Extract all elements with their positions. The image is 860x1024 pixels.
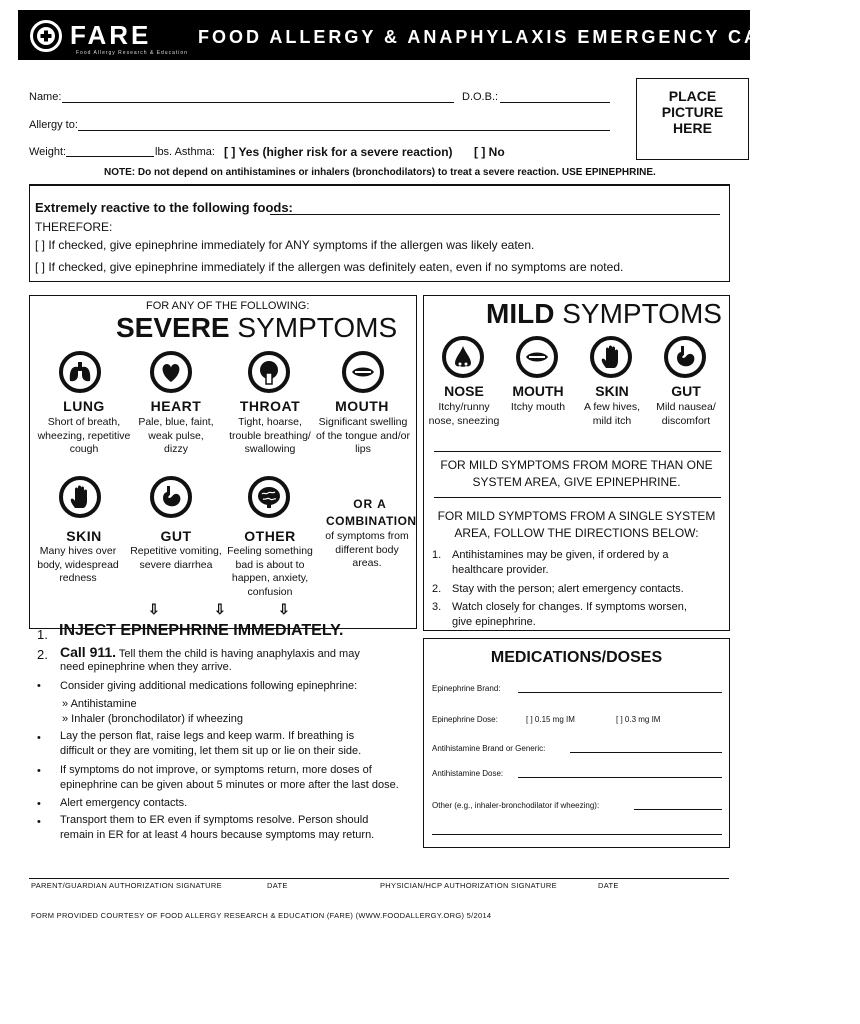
combination-desc: of symptoms from different body areas.	[325, 530, 409, 569]
more-doses-1: If symptoms do not improve, or symptoms return, more doses of	[60, 764, 372, 776]
mild-step3-number: 3.	[432, 601, 442, 613]
more-than-one-area	[424, 457, 729, 491]
step2-number: 2.	[37, 647, 48, 662]
skin-desc: A few hives, mild itch	[583, 401, 641, 427]
lay-flat-1: Lay the person flat, raise legs and keep warm. If breathing is	[60, 730, 355, 742]
epinephrine-note: NOTE: Do not depend on antihistamines or inhalers (bronchodilators) to treat a severe reaction. USE EPINEPHRINE.	[104, 167, 656, 178]
mild-step2-number: 2.	[432, 583, 442, 595]
gut-desc: Repetitive vomiting, severe diarrhea	[130, 545, 222, 571]
step2-line2: need epinephrine when they arrive.	[60, 661, 232, 673]
other-med-label: Other (e.g., inhaler-bronchodilator if wheezing):	[432, 801, 600, 810]
alert-contacts: Alert emergency contacts.	[60, 797, 188, 809]
physician-signature-label: PHYSICIAN/HCP AUTHORIZATION SIGNATURE	[380, 881, 557, 890]
header-bar	[18, 10, 860, 60]
for-any-label: FOR ANY OF THE FOLLOWING:	[146, 300, 310, 312]
skin-name: SKIN	[595, 383, 629, 399]
signature-line[interactable]	[29, 878, 729, 879]
step1-number: 1.	[37, 627, 48, 642]
skin-desc: Many hives over body, widespread redness	[37, 545, 119, 584]
weight-label: Weight:	[29, 146, 67, 158]
bullet: •	[37, 798, 41, 810]
mild-step1-b: healthcare provider.	[452, 564, 549, 576]
parent-signature-label: PARENT/GUARDIAN AUTHORIZATION SIGNATURE	[31, 881, 222, 890]
divider	[434, 497, 721, 498]
more-doses-2: epinephrine can be given about 5 minutes or more after the last dose.	[60, 779, 399, 791]
consider-meds: Consider giving additional medications following epinephrine:	[60, 680, 358, 692]
nose-name: NOSE	[444, 383, 484, 399]
mild-title	[486, 298, 722, 330]
meds-title: MEDICATIONS/DOSES	[490, 649, 663, 666]
mouth-name: MOUTH	[335, 398, 389, 414]
heart-desc: Pale, blue, faint, weak pulse, dizzy	[138, 416, 214, 455]
other-med-field[interactable]	[634, 809, 722, 810]
hand-icon	[590, 336, 632, 378]
lung-name: LUNG	[63, 398, 105, 414]
option-likely-eaten[interactable]: [ ] If checked, give epinephrine immediately for ANY symptoms if the allergen was likely eaten.	[35, 238, 535, 252]
courtesy-text: FORM PROVIDED COURTESY OF FOOD ALLERGY RESEARCH & EDUCATION (FARE) (WWW.FOODALLERGY.ORG) 5/2014	[31, 911, 492, 920]
more-line-1: FOR MILD SYMPTOMS FROM MORE THAN ONE	[440, 458, 713, 472]
antihistamine-brand-field[interactable]	[570, 752, 722, 753]
mouth-desc: Significant swelling of the tongue and/or lips	[316, 416, 410, 455]
asthma-no-checkbox[interactable]: [ ] No	[474, 145, 505, 159]
other-desc: Feeling something bad is about to happen, anxiety, confusion	[227, 545, 313, 598]
more-line-2: SYSTEM AREA, GIVE EPINEPHRINE.	[472, 475, 681, 489]
mouth-icon	[342, 351, 384, 393]
call-911: Call 911.	[60, 644, 117, 660]
allergy-field[interactable]	[78, 130, 610, 131]
epi-brand-label: Epinephrine Brand:	[432, 684, 501, 693]
severe-title	[116, 312, 397, 344]
or-a-label: OR A	[353, 497, 387, 511]
bullet: •	[37, 732, 41, 744]
asthma-yes-checkbox[interactable]: [ ] Yes (higher risk for a severe reaction)	[224, 145, 453, 159]
name-label: Name:	[29, 91, 62, 103]
nose-desc: Itchy/runny nose, sneezing	[428, 401, 500, 427]
name-field[interactable]	[62, 102, 454, 103]
bullet: •	[37, 765, 41, 777]
mild-title-bold: MILD	[486, 298, 555, 329]
severe-title-bold: SEVERE	[116, 312, 230, 343]
therefore-label: THEREFORE:	[35, 220, 113, 234]
medications-box	[423, 638, 730, 848]
heart-icon	[150, 351, 192, 393]
allergy-label: Allergy to:	[29, 119, 78, 131]
brain-icon	[248, 476, 290, 518]
transport-1: Transport them to ER even if symptoms resolve. Person should	[60, 814, 369, 826]
weight-field[interactable]	[66, 156, 154, 157]
photo-text-2: PICTURE	[661, 104, 724, 120]
step1-text: INJECT EPINEPHRINE IMMEDIATELY.	[59, 622, 344, 639]
stomach-icon	[664, 336, 706, 378]
throat-desc: Tight, hoarse, trouble breathing/ swallowing	[229, 416, 311, 455]
bullet: •	[37, 816, 41, 828]
option-definitely-eaten[interactable]: [ ] If checked, give epinephrine immediately if the allergen was definitely eaten, even if no symptoms are noted.	[35, 260, 624, 274]
physician-date-label: DATE	[598, 881, 619, 890]
single-area	[424, 508, 729, 542]
combination-label: COMBINATION	[326, 514, 417, 528]
photo-placeholder[interactable]	[636, 78, 749, 160]
down-arrow-icon: ⇩	[278, 601, 290, 617]
single-line-2: AREA, FOLLOW THE DIRECTIONS BELOW:	[454, 526, 699, 540]
dob-field[interactable]	[500, 102, 610, 103]
photo-text-1: PLACE	[668, 88, 717, 104]
mild-step3-a: Watch closely for changes. If symptoms worsen,	[452, 601, 687, 613]
severe-symptoms-box	[29, 295, 417, 629]
other-med-field-2[interactable]	[432, 834, 722, 835]
inhaler-sub: » Inhaler (bronchodilator) if wheezing	[62, 713, 243, 725]
lungs-icon	[59, 351, 101, 393]
logo-word: FARE	[70, 20, 152, 50]
mouth-desc: Itchy mouth	[510, 401, 566, 413]
mild-step1-a: Antihistamines may be given, if ordered by a	[452, 549, 669, 561]
epi-dose-label: Epinephrine Dose:	[432, 715, 498, 724]
single-line-1: FOR MILD SYMPTOMS FROM A SINGLE SYSTEM	[437, 509, 716, 523]
down-arrow-icon: ⇩	[148, 601, 160, 617]
mild-step3-b: give epinephrine.	[452, 616, 536, 628]
other-name: OTHER	[244, 528, 296, 544]
mild-title-rest: SYMPTOMS	[554, 298, 722, 329]
throat-name: THROAT	[239, 398, 301, 414]
throat-icon	[248, 351, 290, 393]
epi-brand-field[interactable]	[518, 692, 722, 693]
antihistamine-dose-field[interactable]	[518, 777, 722, 778]
severe-title-rest: SYMPTOMS	[229, 312, 398, 343]
mild-step1-number: 1.	[432, 549, 442, 561]
parent-date-label: DATE	[267, 881, 288, 890]
dose-03-checkbox[interactable]: [ ] 0.3 mg IM	[616, 715, 661, 724]
antihistamine-dose-label: Antihistamine Dose:	[432, 769, 504, 778]
photo-text-3: HERE	[673, 120, 712, 136]
gut-name: GUT	[160, 528, 192, 544]
step2-text: Tell them the child is having anaphylaxis and may	[116, 648, 360, 660]
down-arrow-icon: ⇩	[214, 601, 226, 617]
page-title: FOOD ALLERGY & ANAPHYLAXIS EMERGENCY CARE PLAN	[198, 27, 860, 47]
nose-icon	[442, 336, 484, 378]
skin-name: SKIN	[66, 528, 102, 544]
hand-icon	[59, 476, 101, 518]
mouth-name: MOUTH	[512, 383, 564, 399]
stomach-icon	[150, 476, 192, 518]
fare-logo-icon	[30, 20, 62, 52]
mild-step2: Stay with the person; alert emergency contacts.	[452, 583, 684, 595]
mouth-icon	[516, 336, 558, 378]
heart-name: HEART	[150, 398, 202, 414]
gut-name: GUT	[671, 383, 701, 399]
lbs-asthma-label: lbs. Asthma:	[155, 146, 215, 158]
dob-label: D.O.B.:	[462, 91, 499, 103]
lung-desc: Short of breath, wheezing, repetitive cough	[37, 416, 131, 455]
divider	[434, 451, 721, 452]
gut-desc: Mild nausea/ discomfort	[656, 401, 716, 427]
antihistamine-brand-label: Antihistamine Brand or Generic:	[432, 744, 546, 753]
allergen-heading: Extremely reactive to the following foods:	[35, 200, 293, 215]
logo-subtitle: Food Allergy Research & Education	[76, 50, 188, 56]
mild-symptoms-box	[423, 295, 730, 631]
lay-flat-2: difficult or they are vomiting, let them sit up or lie on their side.	[60, 745, 362, 757]
allergen-foods-field[interactable]	[270, 214, 720, 215]
antihistamine-sub: » Antihistamine	[62, 698, 137, 710]
bullet: •	[37, 680, 41, 692]
dose-015-checkbox[interactable]: [ ] 0.15 mg IM	[526, 715, 575, 724]
allergen-box	[29, 184, 730, 282]
transport-2: remain in ER for at least 4 hours because symptoms may return.	[60, 829, 375, 841]
